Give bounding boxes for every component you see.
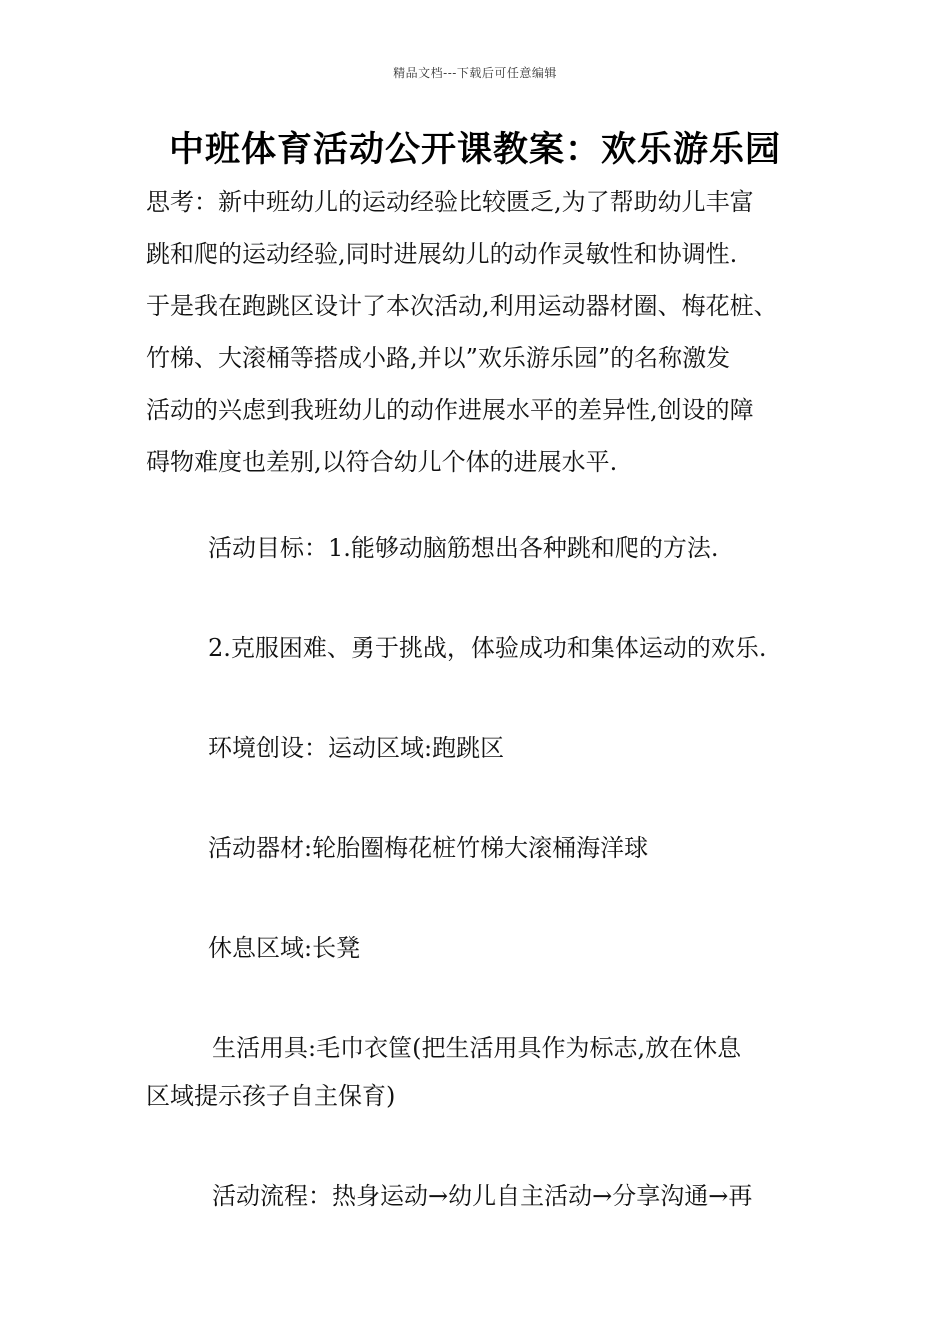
daily-supplies-line: 区域提示孩子自主保育) bbox=[146, 1082, 396, 1110]
intro-line: 活动的兴虑到我班幼儿的动作进展水平的差异性,创设的障 bbox=[146, 396, 754, 424]
intro-line: 于是我在跑跳区设计了本次活动,利用运动器材圈、梅花桩、 bbox=[146, 292, 778, 320]
activity-goal-2: 2.克服困难、勇于挑战，体验成功和集体运动的欢乐. bbox=[208, 634, 767, 662]
intro-line: 碍物难度也差别,以符合幼儿个体的进展水平. bbox=[146, 448, 618, 476]
activity-equipment: 活动器材:轮胎圈梅花桩竹梯大滚桶海洋球 bbox=[208, 834, 649, 862]
activity-process: 活动流程：热身运动→幼儿自主活动→分享沟通→再 bbox=[212, 1182, 753, 1210]
intro-line: 跳和爬的运动经验,同时进展幼儿的动作灵敏性和协调性. bbox=[146, 240, 738, 268]
intro-paragraph bbox=[146, 176, 836, 488]
header-note: 精品文档---下载后可任意编辑 bbox=[393, 66, 557, 80]
rest-area: 休息区域:长凳 bbox=[208, 934, 361, 962]
daily-supplies-line: 生活用具:毛巾衣筐(把生活用具作为标志,放在休息 bbox=[212, 1034, 742, 1062]
intro-line: 竹梯、大滚桶等搭成小路,并以”欢乐游乐园”的名称激发 bbox=[146, 344, 731, 372]
environment-setup: 环境创设：运动区域:跑跳区 bbox=[208, 734, 505, 762]
document-title: 中班体育活动公开课教案：欢乐游乐园 bbox=[168, 130, 781, 170]
activity-goal-1: 活动目标：1.能够动脑筋想出各种跳和爬的方法. bbox=[208, 534, 719, 562]
intro-line: 思考：新中班幼儿的运动经验比较匮乏,为了帮助幼儿丰富 bbox=[146, 188, 754, 216]
